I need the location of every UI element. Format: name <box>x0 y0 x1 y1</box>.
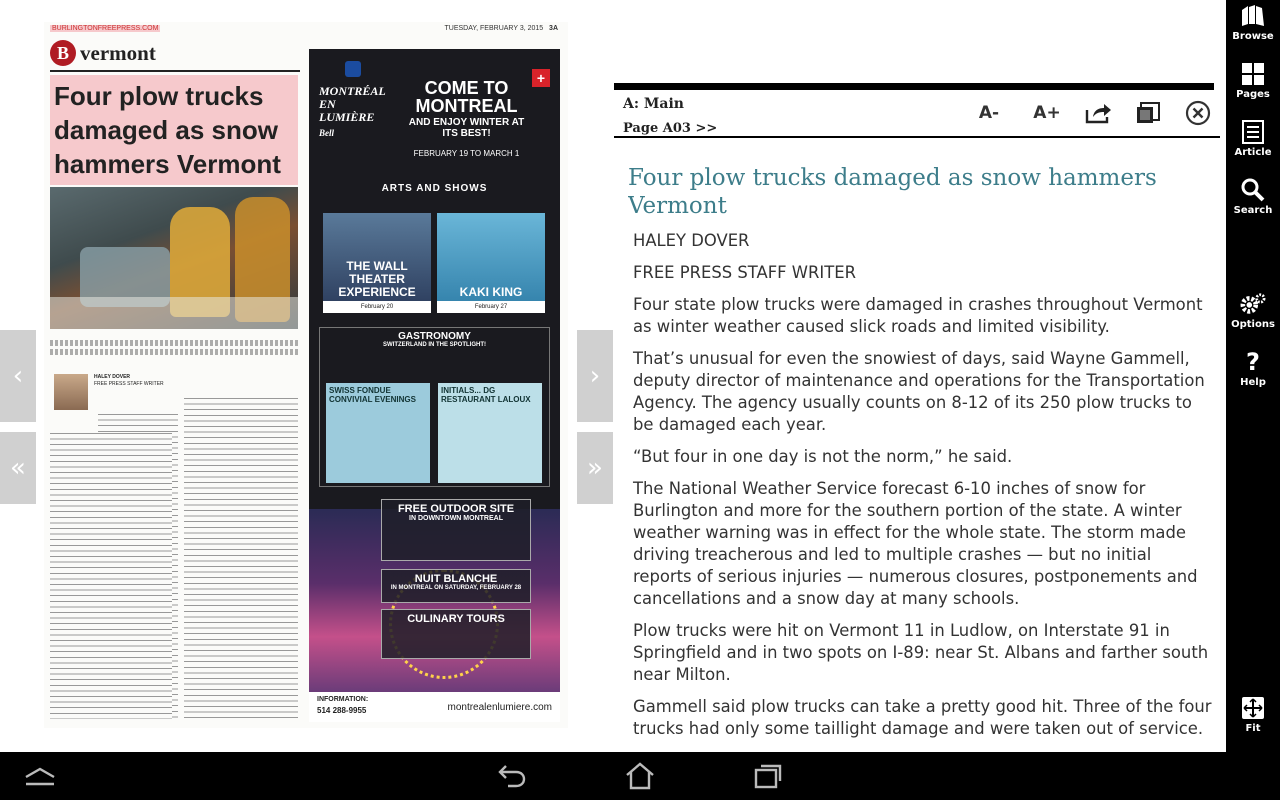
next-page-button[interactable] <box>577 330 613 422</box>
article-button[interactable]: Article <box>1226 120 1280 158</box>
home-icon <box>624 761 656 791</box>
show-kaki-tile: KAKI KING February 27 <box>437 213 545 313</box>
section-label: A: Main <box>623 96 684 112</box>
search-icon <box>1241 178 1265 202</box>
help-button[interactable]: ? Help <box>1226 350 1280 388</box>
show-wall-tile: THE WALL THEATER EXPERIENCE February 20 <box>323 213 431 313</box>
share-icon <box>1085 102 1113 124</box>
article-paragraph: Plow trucks were hit on Vermont 11 in Ludlow, on Interstate 91 in Springfield and in two spots on I-89: near St. Albans and farther south near Milton. <box>633 621 1209 684</box>
home-button[interactable] <box>620 760 660 792</box>
ad-arts-heading: ARTS AND SHOWS <box>381 183 488 194</box>
back-button[interactable] <box>492 760 532 792</box>
pages-button[interactable]: Pages <box>1226 62 1280 100</box>
article-icon <box>1242 120 1264 144</box>
double-chevron-right-icon: » <box>587 453 603 483</box>
fit-icon <box>1241 696 1265 720</box>
gastronomy-box: GASTRONOMY SWITZERLAND IN THE SPOTLIGHT! SWISS FONDUE CONVIVIAL EVENINGS INITIALS... DG RESTAURANT LALOUX <box>319 327 550 487</box>
close-icon <box>1185 100 1211 126</box>
paper-photo <box>50 187 298 329</box>
article-view[interactable] <box>628 164 1214 752</box>
page-link[interactable]: Page A03 >> <box>623 121 718 136</box>
paper-url: BURLINGTONFREEPRESS.COM <box>52 25 159 32</box>
ad-nuit-box: NUIT BLANCHE IN MONTREAL ON SATURDAY, FEBRUARY 28 <box>381 569 531 603</box>
article-paragraph: The National Weather Service forecast 6-10 inches of snow for Burlington and more for the southern portion of the state. A winter weather warning was in effect for the whole state. The storm made driving treacherous and led to multiple crashes — but no initial reports of serious injuries — numerous closures, postponements and cancellations and a snow day at many schools. <box>633 479 1198 608</box>
fit-button[interactable]: Fit <box>1226 696 1280 734</box>
swiss-flag-icon: + <box>532 69 550 87</box>
article-paragraph: That’s unusual for even the snowiest of days, said Wayne Gammell, deputy director of maintenance and operations for the Transportation Agency. The agency usually counts on 8-12 of its 250 plow trucks to be damaged each year. <box>633 349 1205 434</box>
ad-footer: INFORMATION: 514 288-9955 montrealenlumiere.com <box>309 692 560 722</box>
browse-button[interactable]: Browse <box>1226 4 1280 42</box>
article-title: Four plow trucks damaged as snow hammers Vermont <box>628 165 1157 219</box>
previous-page-button[interactable] <box>0 330 36 422</box>
font-larger-button[interactable]: A+ <box>1033 103 1061 123</box>
article-paragraph: Gammell said plow trucks can take a pretty good hit. Three of the four trucks had only some taillight damage and were taken out of service. <box>633 697 1212 738</box>
article-author: HALEY DOVER <box>633 231 750 250</box>
chevron-right-icon: › <box>589 361 601 391</box>
first-page-button[interactable] <box>0 432 36 504</box>
chevron-left-icon: ‹ <box>12 361 24 391</box>
chevron-up-icon <box>22 765 58 787</box>
toolbar-bottom-rule <box>614 136 1220 138</box>
options-button[interactable]: Options <box>1226 292 1280 330</box>
article-paragraph: “But four in one day is not the norm,” he said. <box>633 447 1013 466</box>
section-logo <box>50 40 156 66</box>
paper-column-1 <box>50 414 172 719</box>
double-chevron-left-icon: « <box>10 453 26 483</box>
grid-icon <box>1241 62 1265 86</box>
search-button[interactable]: Search <box>1226 178 1280 216</box>
section-logo-letter: B <box>50 40 76 66</box>
gears-icon <box>1238 292 1268 316</box>
recent-apps-button[interactable] <box>748 760 788 792</box>
right-toolbar <box>1226 0 1280 752</box>
paper-caption <box>50 340 298 355</box>
ad-brand: MONTRÉAL EN LUMIÈRE Bell <box>319 84 386 138</box>
section-logo-text: vermont <box>80 40 156 65</box>
question-mark-icon: ? <box>1246 348 1260 376</box>
newspapers-icon <box>1240 4 1266 28</box>
system-nav-bar <box>0 752 1280 800</box>
newspaper-page[interactable] <box>44 22 568 728</box>
hide-nav-button[interactable] <box>20 760 60 792</box>
ad-dates: FEBRUARY 19 TO MARCH 1 <box>413 149 520 158</box>
share-button[interactable] <box>1083 100 1115 126</box>
last-page-button[interactable] <box>577 432 613 504</box>
article-author-title: FREE PRESS STAFF WRITER <box>633 263 856 282</box>
view-page-button[interactable] <box>1132 100 1164 126</box>
author-photo <box>54 374 88 410</box>
ad-outdoor-box: FREE OUTDOOR SITE IN DOWNTOWN MONTREAL <box>381 499 531 561</box>
close-article-button[interactable] <box>1182 100 1214 126</box>
article-paragraph: Four state plow trucks were damaged in crashes throughout Vermont as winter weather caused slick roads and limited visibility. <box>633 295 1203 336</box>
reader-top-rule <box>614 83 1214 90</box>
ad-culinary-box: CULINARY TOURS <box>381 609 531 659</box>
paper-byline: HALEY DOVER FREE PRESS STAFF WRITER <box>94 374 164 387</box>
paper-date: TUESDAY, FEBRUARY 3, 2015 3A <box>444 25 558 32</box>
back-icon <box>496 763 528 789</box>
section-rule <box>50 70 300 72</box>
recent-apps-icon <box>752 762 784 790</box>
paper-headline[interactable]: Four plow trucks damaged as snow hammers Vermont <box>50 75 298 185</box>
montreal-ad[interactable] <box>309 49 560 722</box>
rbc-logo <box>345 61 361 77</box>
page-view-icon <box>1135 102 1161 124</box>
font-smaller-button[interactable]: A- <box>978 103 1000 123</box>
ad-headline: COME TO MONTREAL AND ENJOY WINTER AT ITS BEST! <box>408 78 525 139</box>
